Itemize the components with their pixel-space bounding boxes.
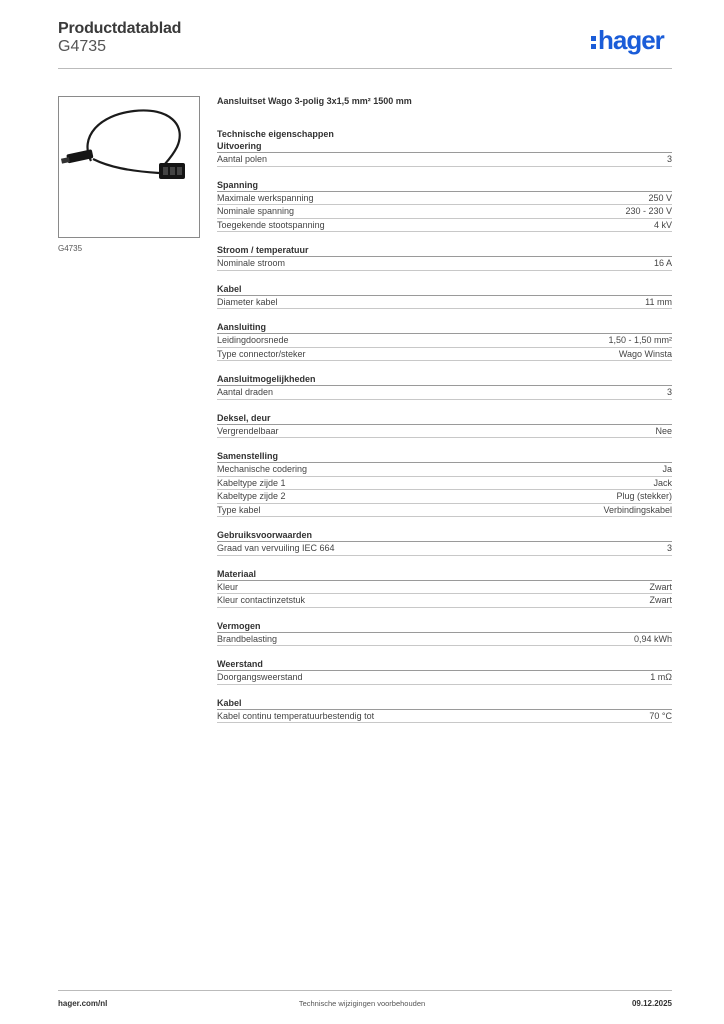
spec-value: 250 V — [648, 192, 672, 203]
spec-section — [217, 412, 672, 439]
spec-row — [217, 477, 672, 491]
tech-heading: Technische eigenschappen — [217, 129, 334, 139]
spec-label: Vergrendelbaar — [217, 425, 279, 436]
spec-value: 11 mm — [645, 296, 672, 307]
section-title: Kabel — [217, 697, 672, 710]
spec-value: 1 mΩ — [650, 672, 672, 682]
spec-value: Jack — [653, 477, 672, 488]
cable-connector-icon — [59, 97, 199, 237]
spec-value: Nee — [655, 425, 672, 436]
footer-date: 09.12.2025 — [631, 999, 672, 1008]
spec-label: Leidingdoorsnede — [217, 335, 289, 345]
spec-row — [217, 542, 672, 556]
section-title: Stroom / temperatuur — [217, 244, 672, 257]
spec-label: Kabeltype zijde 2 — [217, 491, 286, 501]
spec-section — [217, 283, 672, 310]
section-title: Weerstand — [217, 658, 672, 671]
spec-row — [217, 386, 672, 400]
spec-row — [217, 581, 672, 595]
spec-row — [217, 219, 672, 233]
spec-label: Kabel continu temperatuurbestendig tot — [217, 710, 375, 721]
spec-label: Type kabel — [217, 504, 261, 515]
spec-value: 70 °C — [649, 710, 672, 721]
section-title: Spanning — [217, 179, 672, 192]
section-title: Materiaal — [217, 568, 672, 581]
spec-value: 3 — [666, 387, 672, 397]
spec-value: 1,50 - 1,50 mm² — [608, 335, 672, 345]
section-title: Aansluitmogelijkheden — [217, 373, 672, 386]
section-title: Aansluiting — [217, 321, 672, 334]
spec-row — [217, 153, 672, 167]
spec-label: Toegekende stootspanning — [217, 219, 325, 230]
spec-row — [217, 490, 672, 504]
section-title: Gebruiksvoorwaarden — [217, 529, 672, 542]
spec-row — [217, 633, 672, 647]
spec-section — [217, 697, 672, 724]
spec-content — [217, 96, 672, 723]
section-title: Vermogen — [217, 620, 672, 633]
spec-value: 3 — [666, 543, 672, 553]
spec-value: 230 - 230 V — [625, 206, 672, 216]
spec-section — [217, 529, 672, 556]
spec-row — [217, 348, 672, 362]
spec-value: Zwart — [649, 595, 672, 605]
spec-row — [217, 594, 672, 608]
spec-section — [217, 450, 672, 517]
spec-value: 3 — [666, 154, 672, 164]
spec-section — [217, 658, 672, 685]
spec-value: 0,94 kWh — [633, 633, 672, 644]
footer-website[interactable]: hager.com/nl — [58, 999, 108, 1008]
spec-value: 4 kV — [653, 219, 672, 230]
product-code: G4735 — [58, 38, 107, 55]
product-description: Aansluitset Wago 3-polig 3x1,5 mm² 1500 mm — [217, 96, 412, 106]
spec-row — [217, 205, 672, 219]
spec-row — [217, 710, 672, 724]
spec-section — [217, 620, 672, 647]
section-title: Samenstelling — [217, 450, 672, 463]
spec-label: Maximale werkspanning — [217, 192, 314, 203]
spec-sections — [217, 140, 672, 723]
spec-label: Kabeltype zijde 1 — [217, 477, 286, 488]
spec-value: Plug (stekker) — [616, 491, 672, 501]
logo-mark-icon — [591, 31, 597, 51]
spec-value: Ja — [662, 464, 672, 474]
section-title: Deksel, deur — [217, 412, 672, 425]
product-image — [58, 96, 200, 238]
spec-value: Wago Winsta — [618, 348, 672, 359]
spec-section — [217, 179, 672, 233]
spec-row — [217, 192, 672, 206]
spec-section — [217, 321, 672, 361]
spec-label: Mechanische codering — [217, 464, 308, 474]
spec-value: 16 A — [653, 258, 672, 268]
spec-label: Nominale stroom — [217, 258, 286, 268]
spec-row — [217, 257, 672, 271]
spec-label: Kleur contactinzetstuk — [217, 595, 306, 605]
spec-label: Aantal draden — [217, 387, 274, 397]
spec-row — [217, 334, 672, 348]
spec-row — [217, 425, 672, 439]
image-caption: G4735 — [58, 244, 83, 253]
spec-label: Aantal polen — [217, 154, 268, 164]
spec-label: Graad van vervuiling IEC 664 — [217, 543, 335, 553]
spec-row — [217, 671, 672, 685]
spec-value: Verbindingskabel — [603, 504, 672, 515]
spec-section — [217, 373, 672, 400]
logo-text: hager — [598, 25, 664, 55]
spec-label: Kleur — [217, 581, 239, 592]
spec-row — [217, 504, 672, 518]
hager-logo — [591, 26, 664, 54]
section-title: Kabel — [217, 283, 672, 296]
spec-section — [217, 244, 672, 271]
spec-section — [217, 140, 672, 167]
page-title: Productdatablad — [58, 20, 182, 37]
footer-divider — [58, 990, 672, 991]
spec-section — [217, 568, 672, 608]
spec-label: Brandbelasting — [217, 633, 278, 644]
spec-label: Diameter kabel — [217, 296, 278, 307]
spec-label: Nominale spanning — [217, 206, 295, 216]
spec-label: Doorgangsweerstand — [217, 672, 303, 682]
spec-label: Type connector/steker — [217, 348, 306, 359]
footer-disclaimer: Technische wijzigingen voorbehouden — [298, 999, 426, 1008]
header-divider — [58, 68, 672, 69]
spec-value: Zwart — [649, 581, 672, 592]
section-title: Uitvoering — [217, 140, 672, 153]
spec-row — [217, 463, 672, 477]
spec-row — [217, 296, 672, 310]
